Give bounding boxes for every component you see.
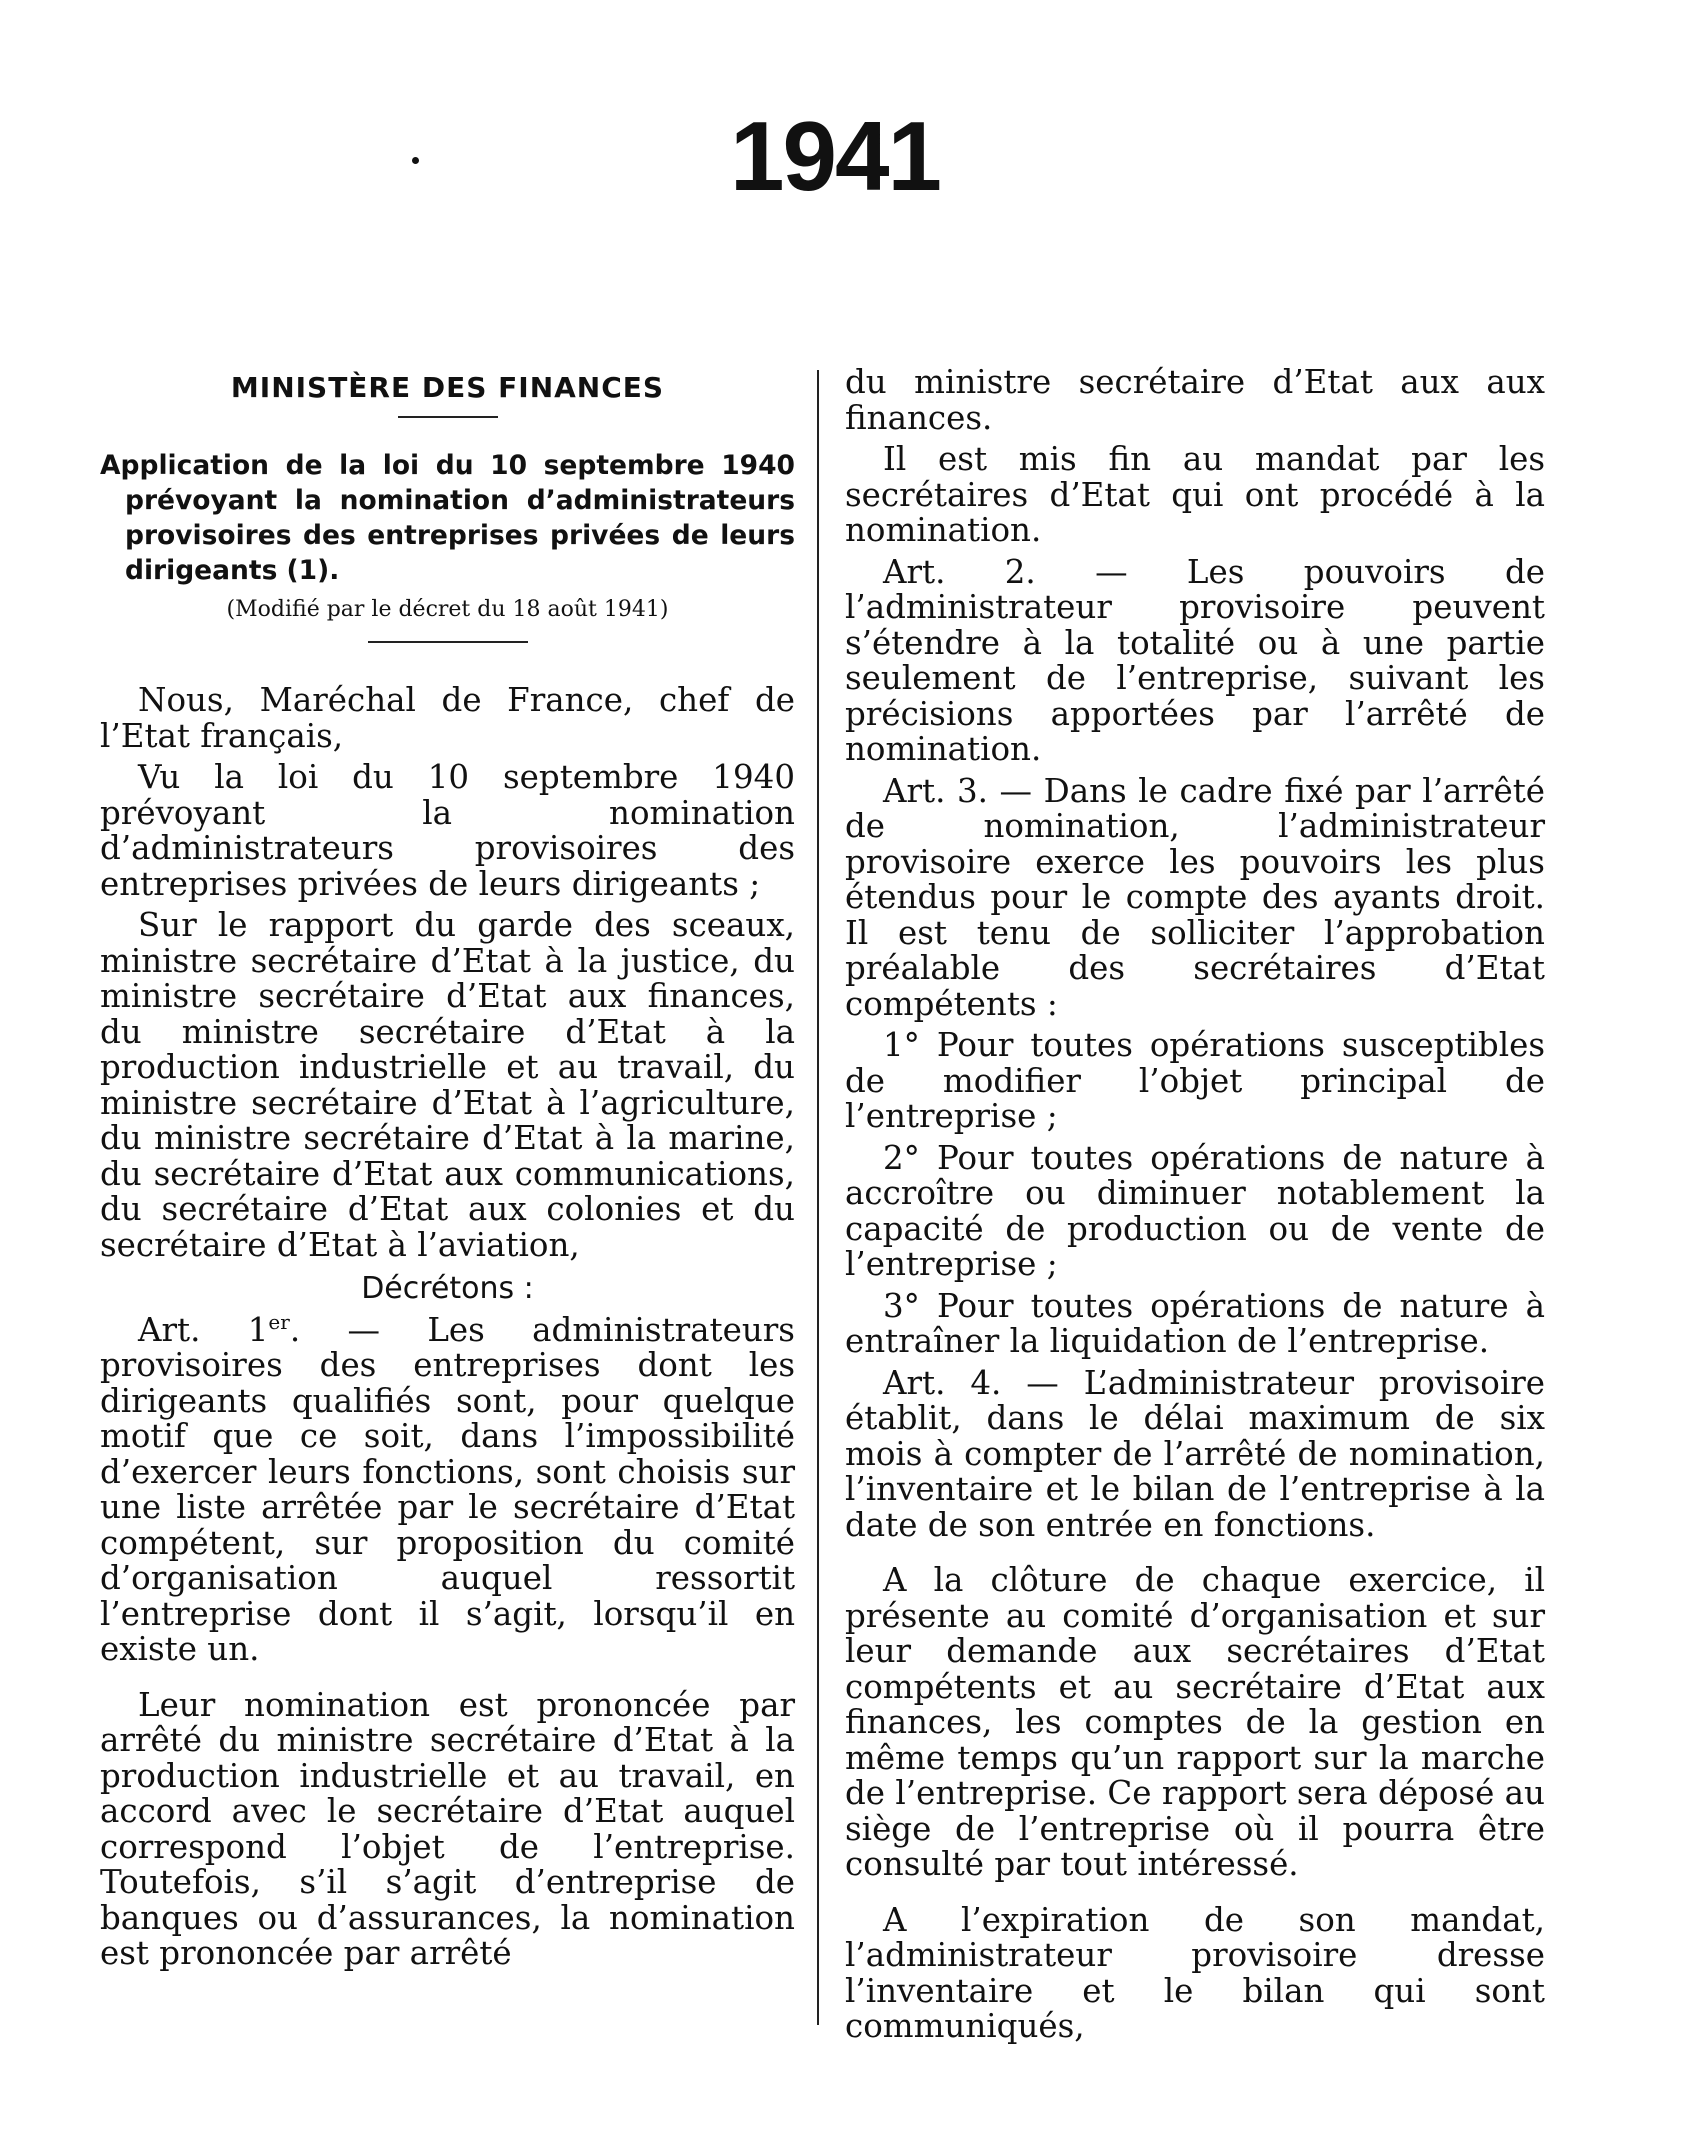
paragraph-expiration: A l’expiration de son mandat, l’administrateur provisoire dresse l’inventaire et le bilan qui sont communiqués, <box>845 1900 1545 2045</box>
ministry-heading: MINISTÈRE DES FINANCES <box>230 371 665 404</box>
decree-title: Application de la loi du 10 septembre 1940 prévoyant la nomination d’administrateurs provisoires des entreprises privées de leurs dirigeants (1). <box>100 449 795 586</box>
paragraph-continuation: du ministre secrétaire d’Etat aux aux finances. <box>845 363 1545 437</box>
paragraph-mis-fin: Il est mis fin au mandat par les secrétaires d’Etat qui ont procédé à la nomination. <box>845 440 1545 549</box>
article-2: Art. 2. — Les pouvoirs de l’administrateur provisoire peuvent s’étendre à la totalité ou à une partie seulement de l’entreprise, suivant les précisions apportées par l’arrêté de nomination. <box>845 552 1545 768</box>
article-3-item-3: 3° Pour toutes opérations de nature à entraîner la liquidation de l’entreprise. <box>845 1286 1545 1360</box>
paragraph-leur-nomination: Leur nomination est prononcée par arrêté du ministre secrétaire d’Etat à la production industrielle et au travail, en accord avec le secrétaire d’Etat auquel correspond l’objet de l’entreprise. Toutefois, s’il s’agit d’entreprise de banques ou d’assurances, la nomination est prononcée par arrêté <box>100 1685 795 1972</box>
article-3-item-2: 2° Pour toutes opérations de nature à accroître ou diminuer notablement la capacité de production ou de vente de l’entreprise ; <box>845 1138 1545 1283</box>
article-3: Art. 3. — Dans le cadre fixé par l’arrêté de nomination, l’administrateur provisoire exerce les pouvoirs les plus étendus pour le compte des ayants droit. Il est tenu de solliciter l’approbation préalable des secrétaires d’Etat compétents : <box>845 771 1545 1023</box>
article-4: Art. 4. — L’administrateur provisoire établit, dans le délai maximum de six mois à compter de l’arrêté de nomination, l’inventaire et le bilan de l’entreprise à la date de son entrée en fonctions. <box>845 1363 1545 1544</box>
paragraph-nous: Nous, Maréchal de France, chef de l’Etat français, <box>100 681 795 755</box>
paragraph-vu: Vu la loi du 10 septembre 1940 prévoyant la nomination d’administrateurs provisoires des entreprises privées de leurs dirigeants ; <box>100 758 795 903</box>
article-1 <box>100 1309 795 1668</box>
left-column <box>100 365 795 1978</box>
divider-short <box>398 416 498 418</box>
ink-dot-mark <box>412 157 419 164</box>
paragraph-rapport: Sur le rapport du garde des sceaux, ministre secrétaire d’Etat à la justice, du ministre secrétaire d’Etat aux finances, du ministre secrétaire d’Etat à la production industrielle et au travail, du ministre secrétaire d’Etat à l’agriculture, du ministre secrétaire d’Etat à la marine, du secrétaire d’Etat aux communications, du secrétaire d’Etat aux colonies et du secrétaire d’Etat à l’aviation, <box>100 906 795 1264</box>
article-1-text: . — Les administrateurs provisoires des entreprises dont les dirigeants qualifiés sont, pour quelque motif que ce soit, dans l’impossibilité d’exercer leurs fonctions, sont choisis sur une liste arrêtée par le secrétaire d’Etat compétent, sur proposition du comité d’organisation auquel ressortit l’entreprise dont il s’agit, lorsqu’il en existe un. <box>100 1310 795 1668</box>
page-year-heading: 1941 <box>730 101 941 211</box>
decretons-heading: Décrétons : <box>361 1271 534 1306</box>
divider-long <box>368 641 528 643</box>
article-1-label: Art. 1 <box>138 1310 269 1349</box>
right-column <box>845 365 1545 2051</box>
modified-note: (Modifié par le décret du 18 août 1941) <box>226 596 669 622</box>
article-1-superscript: er <box>268 1309 290 1334</box>
paragraph-cloture: A la clôture de chaque exercice, il présente au comité d’organisation et sur leur demande aux secrétaires d’Etat compétents et au secrétaire d’Etat aux finances, les comptes de la gestion en même temps qu’un rapport sur la marche de l’entreprise. Ce rapport sera déposé au siège de l’entreprise où il pourra être consulté par tout intéressé. <box>845 1561 1545 1883</box>
column-divider <box>817 370 819 2025</box>
article-3-item-1: 1° Pour toutes opérations susceptibles de modifier l’objet principal de l’entreprise ; <box>845 1026 1545 1135</box>
